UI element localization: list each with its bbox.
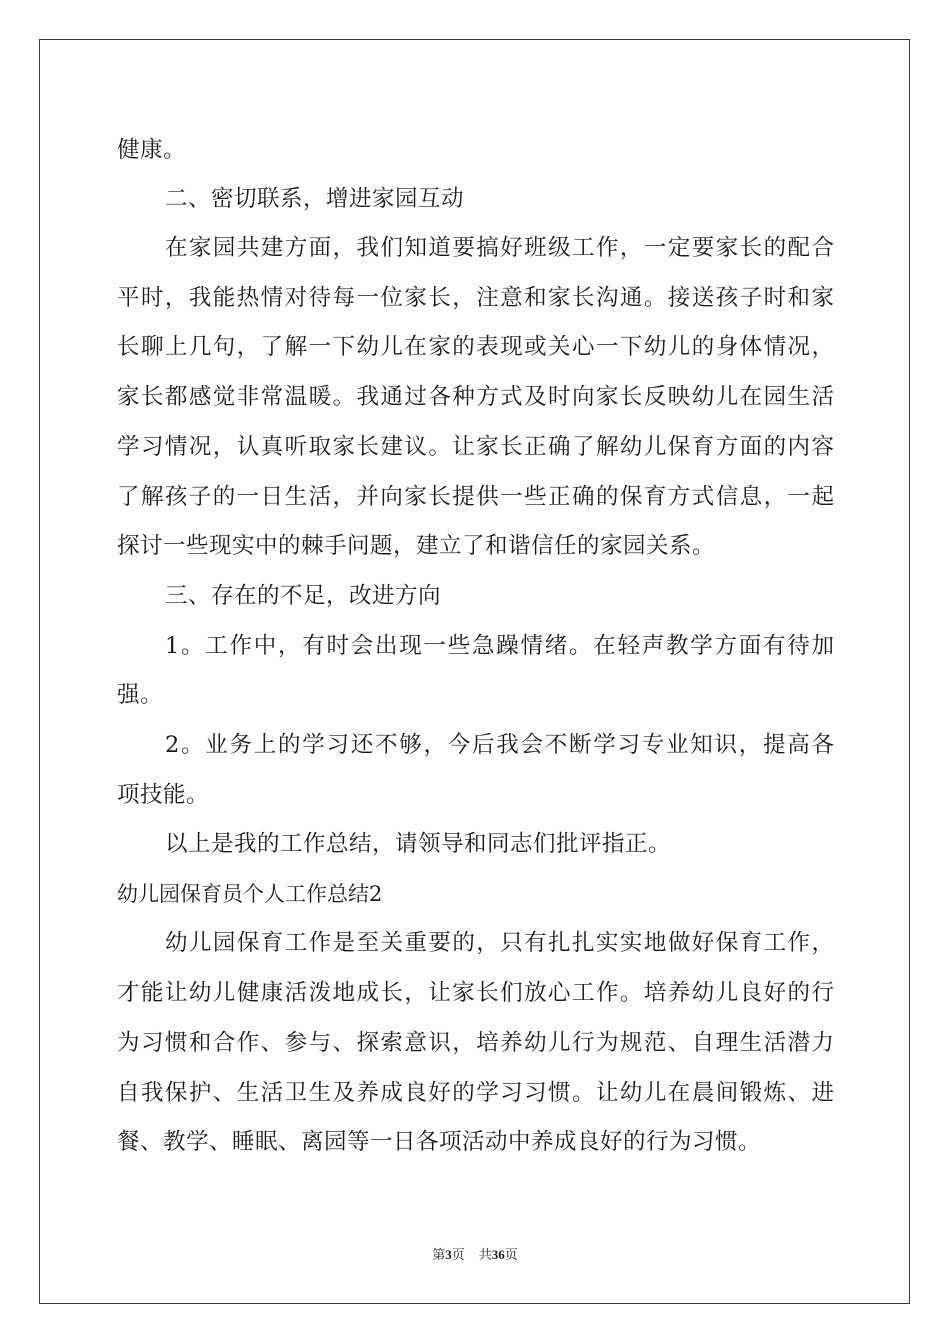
page-prefix: 第 <box>432 1247 446 1262</box>
text-line: 项技能。 <box>117 782 210 808</box>
text-line: 学习情况，认真听取家长建议。让家长正确了解幼儿保育方面的内容 <box>117 434 834 460</box>
article-title: 幼儿园保育员个人工作总结2 <box>117 882 383 906</box>
text-line: 强。 <box>117 682 164 708</box>
section-heading: 二、密切联系，增进家园互动 <box>165 186 465 212</box>
text-line: 餐、教学、睡眠、离园等一日各项活动中养成良好的行为习惯。 <box>117 1129 762 1155</box>
total-suffix: 页 <box>504 1247 518 1262</box>
page-number: 3 <box>445 1247 452 1262</box>
page-footer <box>0 1246 950 1264</box>
text-line: 在家园共建方面，我们知道要搞好班级工作，一定要家长的配合 <box>165 235 834 261</box>
text-line: 家长都感觉非常温暖。我通过各种方式及时向家长反映幼儿在园生活 <box>117 384 834 410</box>
text-line: 自我保护、生活卫生及养成良好的学习习惯。让幼儿在晨间锻炼、进 <box>117 1080 834 1106</box>
text-line: 探讨一些现实中的棘手问题，建立了和谐信任的家园关系。 <box>117 533 716 559</box>
text-line: 长聊上几句，了解一下幼儿在家的表现或关心一下幼儿的身体情况， <box>117 334 834 360</box>
total-prefix: 共 <box>478 1247 492 1262</box>
text-line: 1。工作中，有时会出现一些急躁情绪。在轻声教学方面有待加 <box>165 633 834 659</box>
text-line: 了解孩子的一日生活，并向家长提供一些正确的保育方式信息，一起 <box>117 484 834 510</box>
text-line: 平时，我能热情对待每一位家长，注意和家长沟通。接送孩子时和家 <box>117 285 834 311</box>
text-line: 2。业务上的学习还不够，今后我会不断学习专业知识，提高各 <box>165 732 834 758</box>
page-border <box>39 39 910 1304</box>
text-line: 幼儿园保育工作是至关重要的，只有扎扎实实地做好保育工作， <box>165 930 834 956</box>
text-line: 才能让幼儿健康活泼地成长，让家长们放心工作。培养幼儿良好的行 <box>117 980 834 1006</box>
text-line: 以上是我的工作总结，请领导和同志们批评指正。 <box>165 831 672 857</box>
text-line: 健康。 <box>117 137 187 163</box>
text-line: 为习惯和合作、参与、探索意识，培养幼儿行为规范、自理生活潜力 <box>117 1030 834 1056</box>
page-suffix: 页 <box>451 1247 465 1262</box>
section-heading: 三、存在的不足，改进方向 <box>165 583 442 609</box>
total-pages: 36 <box>491 1247 505 1262</box>
